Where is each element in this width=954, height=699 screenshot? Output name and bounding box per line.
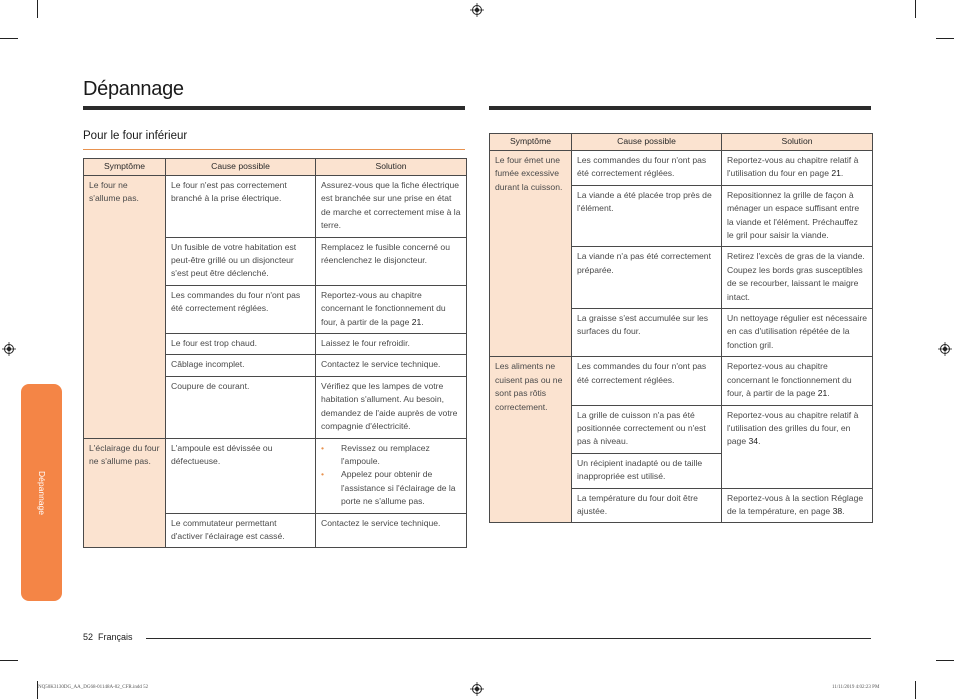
solution-text: Reportez-vous au chapitre concernant le fonctionnement du four, à partir de la page	[727, 361, 852, 399]
chapter-side-tab	[21, 384, 62, 601]
title-rule	[489, 106, 871, 110]
solution-cell: Vérifiez que les lampes de votre habitation s'allument. Au besoin, demandez de l'aide auprès de votre compagnie d'électricité.	[316, 376, 467, 438]
crop-mark	[37, 0, 38, 18]
page-footer	[83, 632, 133, 642]
solution-text-end: .	[840, 168, 844, 179]
solution-text-end: .	[421, 316, 424, 327]
table-row	[490, 151, 873, 186]
table-row	[84, 176, 467, 238]
title-rule	[83, 106, 465, 110]
header-cause: Cause possible	[166, 159, 316, 176]
cause-cell: Le four est trop chaud.	[166, 334, 316, 355]
solution-cell: Retirez l'excès de gras de la viande. Coupez les bords gras susceptibles de se recourber, laissant le maigre intact.	[722, 247, 873, 309]
solution-cell: Repositionnez la grille de façon à ménager un espace suffisant entre la viande et l'élément. Préchauffez le gril pour saisir la viande.	[722, 185, 873, 247]
solution-cell: Assurez-vous que la fiche électrique est branchée sur une prise en état de marche et correctement mise à la terre.	[316, 176, 467, 238]
symptom-cell: L'éclairage du four ne s'allume pas.	[84, 438, 166, 548]
page-reference: 21	[411, 316, 422, 327]
side-tab-label: Dépannage	[36, 470, 47, 515]
table-header-row	[84, 159, 467, 176]
cause-cell: Le four n'est pas correctement branché à la prise électrique.	[166, 176, 316, 238]
solution-cell: Remplacez le fusible concerné ou réenclenchez le disjoncteur.	[316, 237, 467, 285]
symptom-cell: Les aliments ne cuisent pas ou ne sont pas rôtis correctement.	[490, 357, 572, 523]
print-date-slug: 11/11/2019 4:02:23 PM	[832, 685, 880, 690]
registration-mark-icon	[470, 682, 484, 696]
registration-mark-icon	[470, 3, 484, 17]
registration-mark-icon	[938, 342, 952, 356]
table-row	[84, 438, 467, 513]
cause-cell: Coupure de courant.	[166, 376, 316, 438]
solution-text: Reportez-vous au chapitre relatif à l'utilisation du four en page	[727, 155, 859, 179]
header-symptom: Symptôme	[490, 134, 572, 151]
solution-cell	[722, 357, 873, 405]
cause-cell: La viande n'a pas été correctement préparée.	[572, 247, 722, 309]
symptom-cell: Le four ne s'allume pas.	[84, 176, 166, 439]
cause-cell: L'ampoule est dévissée ou défectueuse.	[166, 438, 316, 513]
page-reference: 34	[748, 436, 759, 447]
bullet-item: • Appelez pour obtenir de l'assistance si l'éclairage de la porte ne s'allume pas.	[341, 468, 461, 508]
solution-cell	[316, 285, 467, 333]
header-cause: Cause possible	[572, 134, 722, 151]
cause-cell: La grille de cuisson n'a pas été positionnée correctement ou n'est pas à niveau.	[572, 405, 722, 453]
solution-text: Reportez-vous au chapitre concernant le fonctionnement du four, à partir de la page	[321, 289, 446, 327]
page-number: 52	[83, 632, 94, 642]
cause-cell: Câblage incomplet.	[166, 355, 316, 376]
cause-cell: Un fusible de votre habitation est peut-être grillé ou un disjoncteur s'est peut être déclenché.	[166, 237, 316, 285]
cause-cell: Le commutateur permettant d'activer l'éclairage est cassé.	[166, 513, 316, 548]
solution-text-end: .	[758, 436, 761, 447]
page-title: Dépannage	[83, 78, 184, 100]
solution-text-end: .	[827, 388, 830, 399]
table-row	[490, 357, 873, 405]
crop-mark	[915, 681, 916, 699]
solution-cell	[316, 438, 467, 513]
section-rule	[83, 149, 465, 150]
crop-mark	[915, 0, 916, 18]
cause-cell: La température du four doit être ajustée.	[572, 488, 722, 523]
header-symptom: Symptôme	[84, 159, 166, 176]
solution-text: Reportez-vous à la section Réglage de la température, en page	[727, 492, 864, 516]
footer-rule	[146, 638, 871, 639]
solution-bullet-list	[321, 442, 461, 509]
page-reference: 21	[817, 388, 828, 399]
troubleshooting-table-left	[83, 158, 467, 548]
crop-mark	[0, 660, 18, 661]
crop-mark	[0, 38, 18, 39]
solution-cell	[722, 151, 873, 186]
symptom-cell: Le four émet une fumée excessive durant la cuisson.	[490, 151, 572, 357]
cause-cell: Les commandes du four n'ont pas été correctement réglées.	[166, 285, 316, 333]
section-heading: Pour le four inférieur	[83, 130, 188, 142]
footer-language: Français	[98, 632, 133, 642]
cause-cell: La viande a été placée trop près de l'élément.	[572, 185, 722, 247]
page-reference: 38	[832, 505, 843, 516]
cause-cell: La graisse s'est accumulée sur les surfaces du four.	[572, 309, 722, 357]
print-file-slug: NQ50K3130DG_AA_DG68-01148A-02_CFR.indd 52	[38, 685, 149, 690]
registration-mark-icon	[2, 342, 16, 356]
page-reference: 21	[831, 168, 841, 179]
crop-mark	[37, 681, 38, 699]
bullet-item: • Revissez ou remplacez l'ampoule.	[341, 442, 461, 469]
header-solution: Solution	[722, 134, 873, 151]
solution-cell: Un nettoyage régulier est nécessaire en cas d'utilisation répétée de la fonction gril.	[722, 309, 873, 357]
crop-mark	[936, 38, 954, 39]
cause-cell: Un récipient inadapté ou de taille inappropriée est utilisé.	[572, 453, 722, 488]
table-header-row	[490, 134, 873, 151]
troubleshooting-table-right	[489, 133, 873, 523]
solution-cell: Laissez le four refroidir.	[316, 334, 467, 355]
crop-mark	[936, 660, 954, 661]
solution-cell: Contactez le service technique.	[316, 355, 467, 376]
header-solution: Solution	[316, 159, 467, 176]
cause-cell: Les commandes du four n'ont pas été correctement réglées.	[572, 357, 722, 405]
solution-text-end: .	[842, 505, 845, 516]
cause-cell: Les commandes du four n'ont pas été correctement réglées.	[572, 151, 722, 186]
solution-text: Reportez-vous au chapitre relatif à l'utilisation des grilles du four, en page	[727, 409, 859, 447]
solution-cell	[722, 488, 873, 523]
solution-cell: Contactez le service technique.	[316, 513, 467, 548]
solution-cell	[722, 405, 873, 488]
